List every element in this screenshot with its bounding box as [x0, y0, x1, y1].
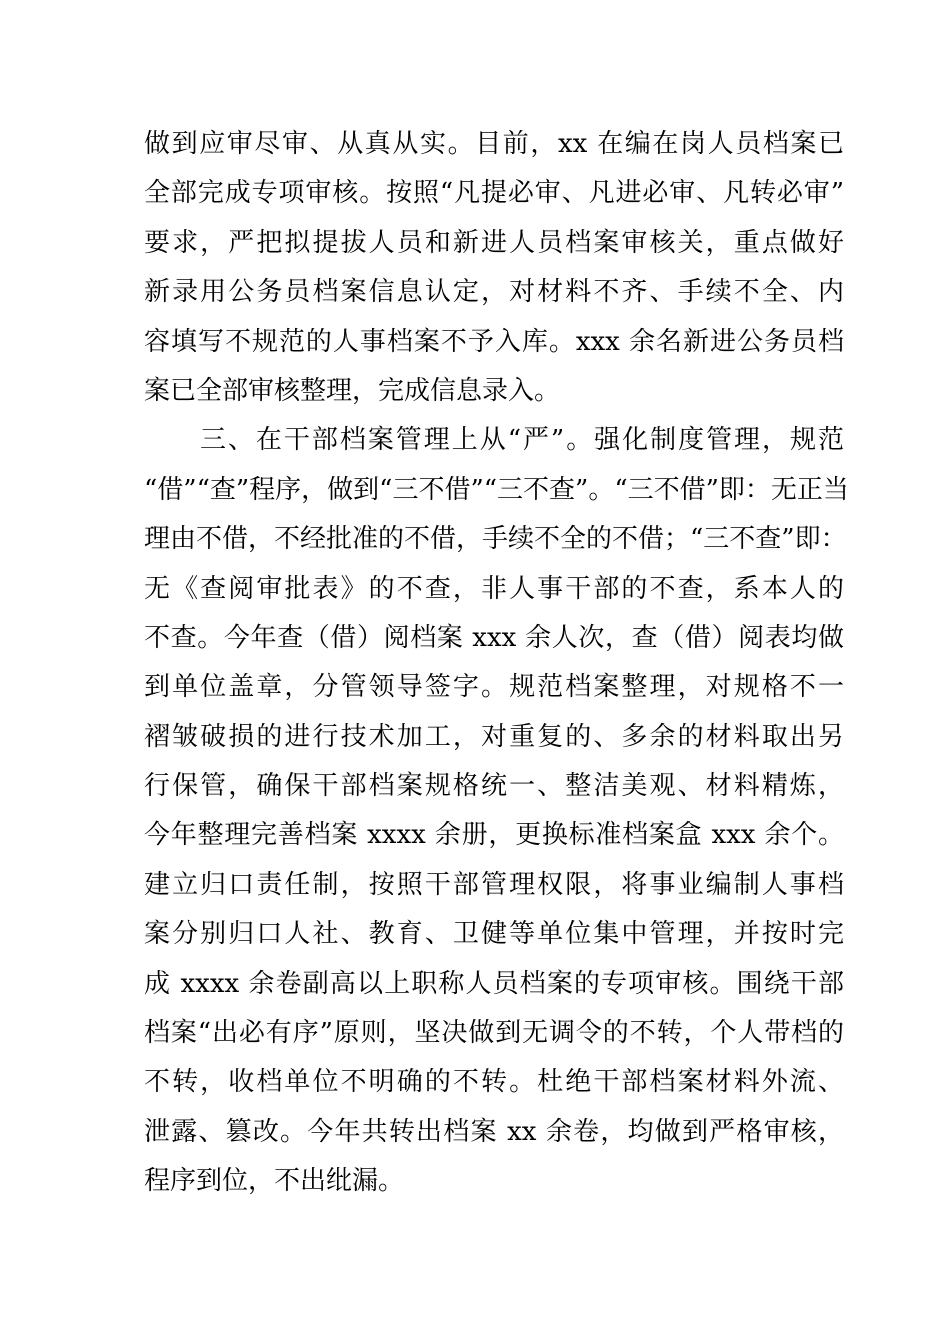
text-line: 理由不借，不经批准的不借，手续不全的不借；“三不查”即： [144, 524, 847, 555]
text-line: 不查。今年查（借）阅档案 xxx 余人次，查（借）阅表均做 [144, 622, 844, 653]
section-heading-line: 三、在干部档案管理上从“严”。强化制度管理，规范 [144, 425, 844, 456]
text-line: 案分别归口人社、教育、卫健等单位集中管理，并按时完 [144, 919, 844, 950]
text-line: “借”“查”程序，做到“三不借”“三不查”。“三不借”即：无正当 [144, 474, 849, 505]
text-line: 建立归口责任制，按照干部管理权限，将事业编制人事档 [144, 869, 844, 900]
text-line: 到单位盖章，分管领导签字。规范档案整理，对规格不一 [144, 672, 844, 703]
text-line: 今年整理完善档案 xxxx 余册，更换标准档案盒 xxx 余个。 [144, 820, 844, 851]
paragraph-end-line: 程序到位，不出纰漏。 [144, 1166, 405, 1197]
text-line: 全部完成专项审核。按照“凡提必审、凡进必审、凡转必审” [144, 178, 844, 209]
text-line: 泄露、篡改。今年共转出档案 xx 余卷，均做到严格审核， [144, 1116, 844, 1147]
text-line: 行保管，确保干部档案规格统一、整洁美观、材料精炼， [144, 771, 844, 802]
text-line: 容填写不规范的人事档案不予入库。xxx 余名新进公务员档 [144, 326, 844, 357]
body-text [144, 120, 849, 1207]
text-line: 无《查阅审批表》的不查，非人事干部的不查，系本人的 [144, 573, 844, 604]
text-line: 要求，严把拟提拔人员和新进人员档案审核关，重点做好 [144, 227, 844, 258]
paragraph-end-line: 案已全部审核整理，完成信息录入。 [144, 375, 561, 406]
text-line: 新录用公务员档案信息认定，对材料不齐、手续不全、内 [144, 277, 844, 308]
text-line: 褶皱破损的进行技术加工，对重复的、多余的材料取出另 [144, 721, 844, 752]
text-line: 做到应审尽审、从真从实。目前，xx 在编在岗人员档案已 [144, 129, 844, 159]
text-line: 不转，收档单位不明确的不转。杜绝干部档案材料外流、 [144, 1067, 844, 1098]
text-line: 成 xxxx 余卷副高以上职称人员档案的专项审核。围绕干部 [144, 968, 844, 999]
text-line: 档案“出必有序”原则，坚决做到无调令的不转，个人带档的 [144, 1018, 844, 1049]
